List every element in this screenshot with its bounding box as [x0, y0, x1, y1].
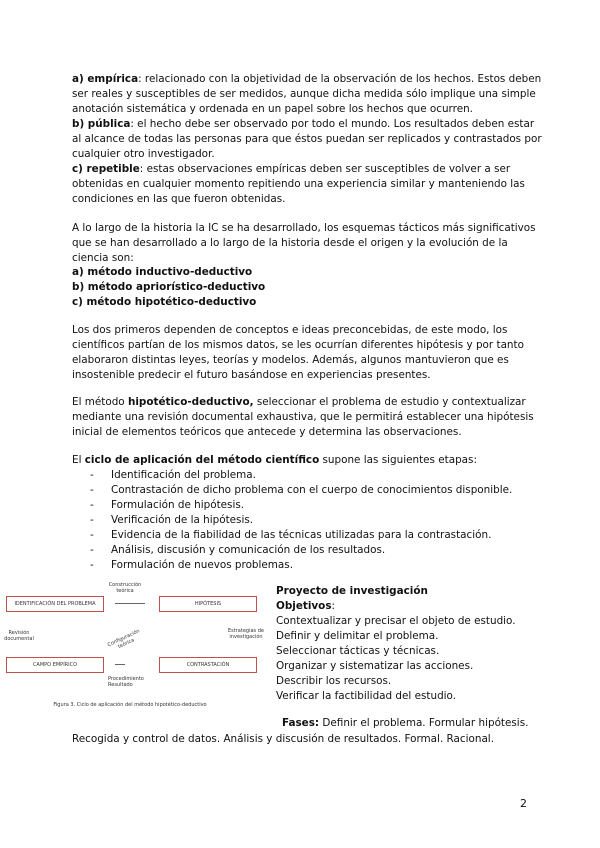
- step-item: - Evidencia de la fiabilidad de las técnicas utilizadas para la contrastación.: [90, 528, 542, 543]
- objective-item: Seleccionar tácticas y técnicas.: [276, 645, 440, 657]
- step-item: - Verificación de la hipótesis.: [90, 513, 542, 528]
- objective-item: Verificar la factibilidad del estudio.: [276, 690, 457, 702]
- methods-list: [72, 265, 542, 310]
- objective-item: Contextualizar y precisar el objeto de estudio.: [276, 615, 516, 627]
- step-item: - Análisis, discusión y comunicación de los resultados.: [90, 543, 542, 558]
- project-section: Proyecto de investigación Objetivos: Contextualizar y precisar el objeto de estudio. Definir y delimitar el problema. Seleccionar tácticas y técnicas. Organizar y sistematizar las acciones. Describir los recursos. Verificar la factibilidad del estudio.: [276, 584, 566, 704]
- label-revision: Revisión documental: [4, 630, 34, 642]
- page-number: 2: [520, 797, 527, 810]
- label-construccion: Construcción teórica: [108, 582, 142, 594]
- step-item: - Formulación de hipótesis.: [90, 498, 542, 513]
- arrow-right: [115, 603, 145, 604]
- method-item: c) método hipotético-deductivo: [72, 296, 257, 308]
- step-item: - Formulación de nuevos problemas.: [90, 558, 542, 573]
- label-configuracion: Configuración teórica: [106, 628, 141, 651]
- box-campo-empirico: CAMPO EMPÍRICO: [6, 657, 104, 673]
- method-item: a) método inductivo-deductivo: [72, 266, 253, 278]
- cycle-steps: [90, 468, 542, 573]
- project-title: Proyecto de investigación: [276, 585, 428, 597]
- step-item: - Identificación del problema.: [90, 468, 542, 483]
- objective-item: Definir y delimitar el problema.: [276, 630, 439, 642]
- char-repetible: c) repetible: estas observaciones empíricas deben ser susceptibles de volver a ser obtenidas en cualquier momento repitiendo una experiencia similar y manteniendo las condiciones en las que fueron obtenidas.: [72, 163, 525, 205]
- char-publica: b) pública: el hecho debe ser observado por todo el mundo. Los resultados deben estar al alcance de todas las personas para que éstos puedan ser replicados y contrastados por cualquier otro investigador.: [72, 118, 542, 160]
- label-estrategias: Estrategias de investigación: [228, 628, 264, 640]
- paragraph-hd: El método hipotético-deductivo, seleccionar el problema de estudio y contextualizar mediante una revisión documental exhaustiva, que le permitirá establecer una hipótesis inicial de elementos teóricos que antecede y determina las observaciones.: [72, 396, 534, 438]
- char-empirica: a) empírica: relacionado con la objetividad de la observación de los hechos. Estos deben ser reales y susceptibles de ser medidos, aunque dicha medida sólo implique una simple anotación sistemática y ordenada en un papel sobre los hechos que ocurren.: [72, 73, 542, 115]
- figure-caption: Figura 3. Ciclo de aplicación del método hipotético-deductivo: [53, 702, 207, 708]
- history-intro: A lo largo de la historia la IC se ha desarrollado, los esquemas tácticos más significativos que se han desarrollado a lo largo de la historia desde el origen y la evolución de la ciencia son:: [72, 222, 536, 264]
- phases-line: Fases: Definir el problema. Formular hipótesis.: [282, 717, 529, 729]
- cycle-section: El ciclo de aplicación del método científico supone las siguientes etapas: - Identificación del problema. - Contrastación de dicho problema con el cuerpo de conocimientos disponible. - Formulación de hipótesis. - Verificación de la hipótesis. - Evidencia de la fiabilidad de las técnicas utilizadas para la contrastación. - Análisis, discusión y comunicación de los resultados. - Formulación de nuevos problemas.: [72, 453, 542, 573]
- characteristics: [72, 72, 542, 207]
- objective-item: Organizar y sistematizar las acciones.: [276, 660, 474, 672]
- arrow-left: [115, 664, 125, 665]
- box-hipotesis: HIPÓTESIS: [159, 596, 257, 612]
- phases-continued: Recogida y control de datos. Análisis y discusión de resultados. Formal. Racional.: [72, 733, 495, 745]
- step-item: - Contrastación de dicho problema con el cuerpo de conocimientos disponible.: [90, 483, 542, 498]
- box-identificacion: IDENTIFICACIÓN DEL PROBLEMA: [6, 596, 104, 612]
- box-contrastacion: CONTRASTACIÓN: [159, 657, 257, 673]
- method-item: b) método apriorístico-deductivo: [72, 281, 266, 293]
- objective-item: Describir los recursos.: [276, 675, 392, 687]
- bottom-items: Procedimiento Resultado: [108, 676, 144, 688]
- paragraph-two: Los dos primeros dependen de conceptos e ideas preconcebidas, de este modo, los científicos partían de los mismos datos, se les ocurrían diferentes hipótesis y por tanto elaboraron distintas leyes, teorías y modelos. Además, algunos mantuvieron que es insostenible predecir el futuro basándose en experiencias presentes.: [72, 324, 524, 381]
